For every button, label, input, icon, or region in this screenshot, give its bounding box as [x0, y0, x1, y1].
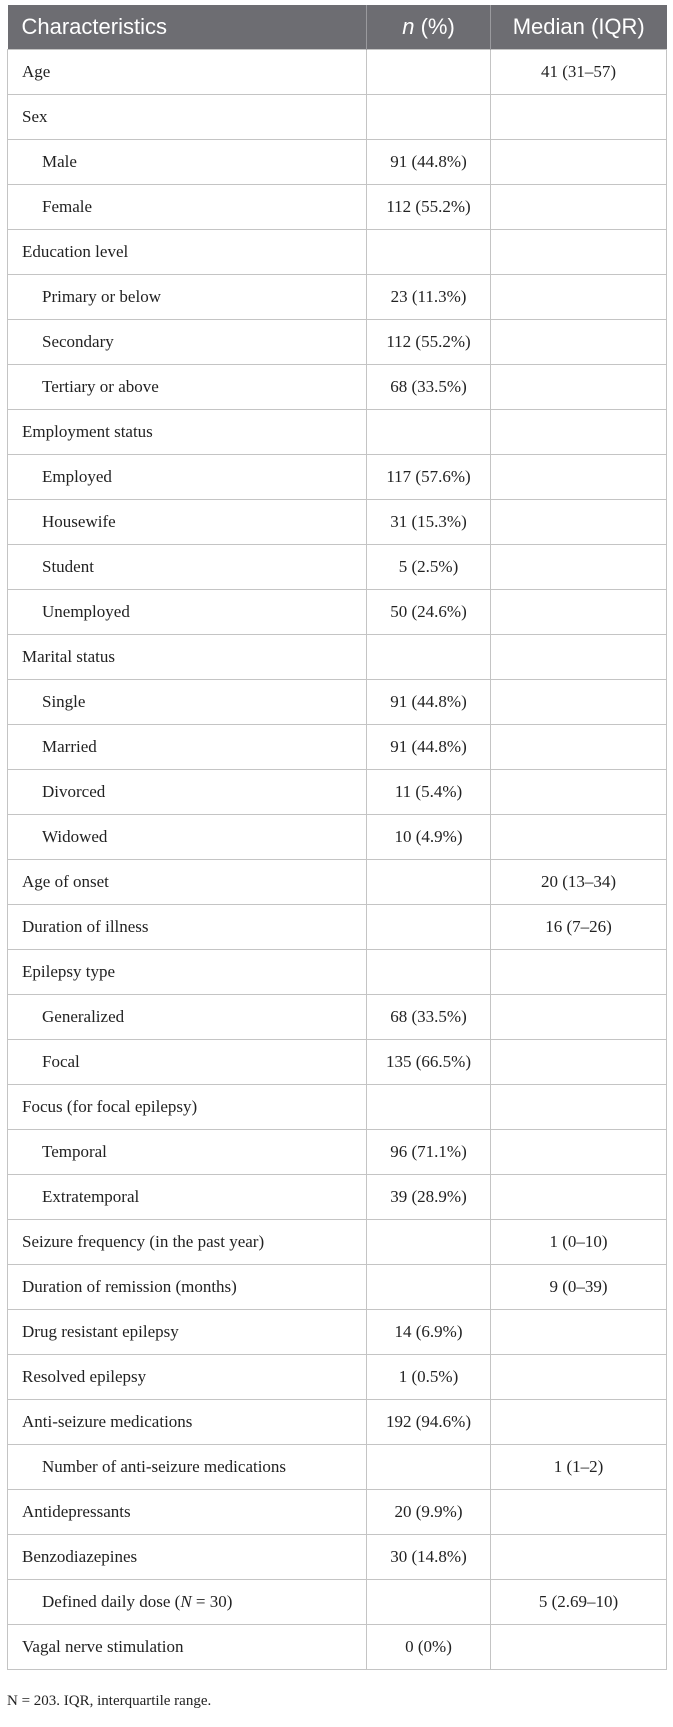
row-median-iqr — [491, 770, 667, 815]
table-row — [8, 1625, 667, 1670]
row-median-iqr — [491, 275, 667, 320]
row-label-text: Married — [42, 737, 97, 756]
row-median-iqr — [491, 1040, 667, 1085]
row-median-iqr: 1 (1–2) — [491, 1445, 667, 1490]
table-row — [8, 905, 667, 950]
row-median-iqr — [491, 680, 667, 725]
table-row — [8, 410, 667, 455]
row-n-percent: 11 (5.4%) — [367, 770, 491, 815]
row-label — [8, 1310, 367, 1355]
header-n-suffix: (%) — [414, 14, 455, 39]
row-n-percent: 39 (28.9%) — [367, 1175, 491, 1220]
row-n-percent — [367, 635, 491, 680]
table-body — [8, 50, 667, 1670]
row-label — [8, 635, 367, 680]
row-median-iqr — [491, 500, 667, 545]
row-label — [8, 1535, 367, 1580]
row-n-percent: 91 (44.8%) — [367, 725, 491, 770]
row-label — [8, 365, 367, 410]
row-n-percent — [367, 410, 491, 455]
row-label-text: Focus (for focal epilepsy) — [22, 1097, 198, 1116]
row-n-percent: 20 (9.9%) — [367, 1490, 491, 1535]
row-label-text: Age — [22, 62, 51, 81]
row-median-iqr — [491, 1130, 667, 1175]
row-n-percent — [367, 1265, 491, 1310]
header-n-italic: n — [402, 14, 415, 39]
row-label — [8, 1085, 367, 1130]
row-label-text: Student — [42, 557, 94, 576]
row-label-text: Sex — [22, 107, 48, 126]
row-label — [8, 1490, 367, 1535]
row-median-iqr — [491, 1490, 667, 1535]
row-label-text: Widowed — [42, 827, 108, 846]
table-row — [8, 1040, 667, 1085]
row-label — [8, 680, 367, 725]
row-median-iqr — [491, 185, 667, 230]
row-n-percent: 0 (0%) — [367, 1625, 491, 1670]
row-label — [8, 500, 367, 545]
row-label — [8, 455, 367, 500]
row-median-iqr — [491, 1310, 667, 1355]
row-label-text: Anti-seizure medications — [22, 1412, 193, 1431]
table-row — [8, 455, 667, 500]
row-n-percent: 135 (66.5%) — [367, 1040, 491, 1085]
row-label — [8, 815, 367, 860]
row-label-text: Benzodiazepines — [22, 1547, 138, 1566]
row-n-percent: 68 (33.5%) — [367, 365, 491, 410]
row-median-iqr — [491, 590, 667, 635]
table-header-row — [8, 5, 667, 50]
row-median-iqr: 1 (0–10) — [491, 1220, 667, 1265]
row-n-percent: 50 (24.6%) — [367, 590, 491, 635]
row-label-text: Female — [42, 197, 93, 216]
table-row — [8, 590, 667, 635]
row-n-percent: 112 (55.2%) — [367, 320, 491, 365]
row-median-iqr — [491, 1355, 667, 1400]
row-label-text: Male — [42, 152, 77, 171]
row-median-iqr — [491, 995, 667, 1040]
table-row — [8, 1400, 667, 1445]
table-row — [8, 275, 667, 320]
table-row — [8, 1310, 667, 1355]
row-median-iqr — [491, 365, 667, 410]
row-label-suffix: = 30) — [191, 1592, 233, 1611]
row-median-iqr — [491, 1625, 667, 1670]
row-label — [8, 1580, 367, 1625]
table-row — [8, 545, 667, 590]
row-label-text: Defined daily dose ( — [42, 1592, 181, 1611]
row-n-percent: 117 (57.6%) — [367, 455, 491, 500]
row-label — [8, 1445, 367, 1490]
row-label — [8, 725, 367, 770]
row-label-text: Generalized — [42, 1007, 125, 1026]
row-label-text: Duration of illness — [22, 917, 149, 936]
row-median-iqr — [491, 725, 667, 770]
row-median-iqr: 9 (0–39) — [491, 1265, 667, 1310]
row-label-text: Temporal — [42, 1142, 107, 1161]
table-row — [8, 1445, 667, 1490]
table-row — [8, 950, 667, 995]
row-n-percent — [367, 860, 491, 905]
row-median-iqr — [491, 410, 667, 455]
row-label-text: Drug resistant epilepsy — [22, 1322, 179, 1341]
row-label-text: Employment status — [22, 422, 153, 441]
row-label — [8, 275, 367, 320]
row-label — [8, 1400, 367, 1445]
row-label-text: Antidepressants — [22, 1502, 131, 1521]
row-n-percent: 10 (4.9%) — [367, 815, 491, 860]
characteristics-table — [7, 5, 667, 1670]
row-median-iqr — [491, 950, 667, 995]
table-row — [8, 95, 667, 140]
row-label — [8, 860, 367, 905]
row-n-percent: 30 (14.8%) — [367, 1535, 491, 1580]
row-n-percent — [367, 50, 491, 95]
table-row — [8, 1175, 667, 1220]
row-n-percent: 1 (0.5%) — [367, 1355, 491, 1400]
row-label — [8, 1625, 367, 1670]
table-row — [8, 1130, 667, 1175]
row-median-iqr — [491, 230, 667, 275]
row-label-text: Focal — [42, 1052, 80, 1071]
row-label — [8, 950, 367, 995]
row-label-text: Primary or below — [42, 287, 161, 306]
row-n-percent — [367, 950, 491, 995]
row-label-text: Marital status — [22, 647, 116, 666]
row-median-iqr: 16 (7–26) — [491, 905, 667, 950]
table-row — [8, 1535, 667, 1580]
row-label — [8, 320, 367, 365]
row-n-percent — [367, 1220, 491, 1265]
row-n-percent: 31 (15.3%) — [367, 500, 491, 545]
row-label — [8, 1220, 367, 1265]
row-median-iqr: 20 (13–34) — [491, 860, 667, 905]
row-label — [8, 1265, 367, 1310]
table-footnote: N = 203. IQR, interquartile range. — [7, 1693, 212, 1709]
row-label-text: Vagal nerve stimulation — [22, 1637, 184, 1656]
table-row — [8, 1580, 667, 1625]
row-label-text: Employed — [42, 467, 112, 486]
row-n-percent: 91 (44.8%) — [367, 680, 491, 725]
row-label-text: Epilepsy type — [22, 962, 116, 981]
row-n-percent: 96 (71.1%) — [367, 1130, 491, 1175]
row-label-text: Secondary — [42, 332, 114, 351]
row-median-iqr — [491, 1535, 667, 1580]
header-n-percent — [367, 5, 491, 50]
row-median-iqr: 41 (31–57) — [491, 50, 667, 95]
row-median-iqr — [491, 635, 667, 680]
table-row — [8, 815, 667, 860]
row-label-text: Number of anti-seizure medications — [42, 1457, 287, 1476]
row-n-percent: 5 (2.5%) — [367, 545, 491, 590]
table-row — [8, 860, 667, 905]
row-label-text: Age of onset — [22, 872, 109, 891]
table-row — [8, 680, 667, 725]
table-row — [8, 500, 667, 545]
row-n-percent: 23 (11.3%) — [367, 275, 491, 320]
row-n-percent — [367, 230, 491, 275]
row-n-percent — [367, 1085, 491, 1130]
row-label-text: Duration of remission (months) — [22, 1277, 237, 1296]
table-row — [8, 770, 667, 815]
row-n-percent — [367, 1580, 491, 1625]
table-row — [8, 725, 667, 770]
row-n-percent: 112 (55.2%) — [367, 185, 491, 230]
table-row — [8, 1355, 667, 1400]
row-label-text: Single — [42, 692, 86, 711]
row-label — [8, 230, 367, 275]
row-label — [8, 140, 367, 185]
row-label-text: Education level — [22, 242, 129, 261]
row-median-iqr — [491, 1085, 667, 1130]
row-n-percent: 91 (44.8%) — [367, 140, 491, 185]
row-label-text: Resolved epilepsy — [22, 1367, 147, 1386]
row-label-text: Housewife — [42, 512, 116, 531]
table-row — [8, 140, 667, 185]
row-label-text: Tertiary or above — [42, 377, 159, 396]
row-label — [8, 410, 367, 455]
header-characteristics: Characteristics — [8, 5, 367, 50]
table-row — [8, 50, 667, 95]
row-median-iqr — [491, 95, 667, 140]
row-label — [8, 95, 367, 140]
row-label — [8, 905, 367, 950]
row-median-iqr — [491, 320, 667, 365]
row-median-iqr — [491, 1175, 667, 1220]
table-row — [8, 1490, 667, 1535]
table-row — [8, 1220, 667, 1265]
row-label — [8, 1355, 367, 1400]
row-n-percent — [367, 95, 491, 140]
table-row — [8, 185, 667, 230]
row-n-percent — [367, 905, 491, 950]
row-n-percent: 14 (6.9%) — [367, 1310, 491, 1355]
row-median-iqr — [491, 455, 667, 500]
row-label-text: Extratemporal — [42, 1187, 140, 1206]
row-median-iqr: 5 (2.69–10) — [491, 1580, 667, 1625]
row-label — [8, 50, 367, 95]
row-label-text: Unemployed — [42, 602, 130, 621]
row-median-iqr — [491, 140, 667, 185]
row-label — [8, 1175, 367, 1220]
row-n-percent: 192 (94.6%) — [367, 1400, 491, 1445]
row-label — [8, 545, 367, 590]
row-n-percent — [367, 1445, 491, 1490]
header-median-iqr: Median (IQR) — [491, 5, 667, 50]
row-label — [8, 590, 367, 635]
row-label — [8, 1040, 367, 1085]
table-row — [8, 635, 667, 680]
row-median-iqr — [491, 545, 667, 590]
row-label — [8, 185, 367, 230]
row-label-italic: N — [180, 1592, 192, 1611]
row-n-percent: 68 (33.5%) — [367, 995, 491, 1040]
row-median-iqr — [491, 815, 667, 860]
table-row — [8, 1085, 667, 1130]
row-label-text: Divorced — [42, 782, 106, 801]
table-row — [8, 995, 667, 1040]
table-row — [8, 320, 667, 365]
table-row — [8, 1265, 667, 1310]
table-row — [8, 230, 667, 275]
row-label — [8, 995, 367, 1040]
row-label — [8, 1130, 367, 1175]
row-label-text: Seizure frequency (in the past year) — [22, 1232, 265, 1251]
table-row — [8, 365, 667, 410]
row-label — [8, 770, 367, 815]
row-median-iqr — [491, 1400, 667, 1445]
